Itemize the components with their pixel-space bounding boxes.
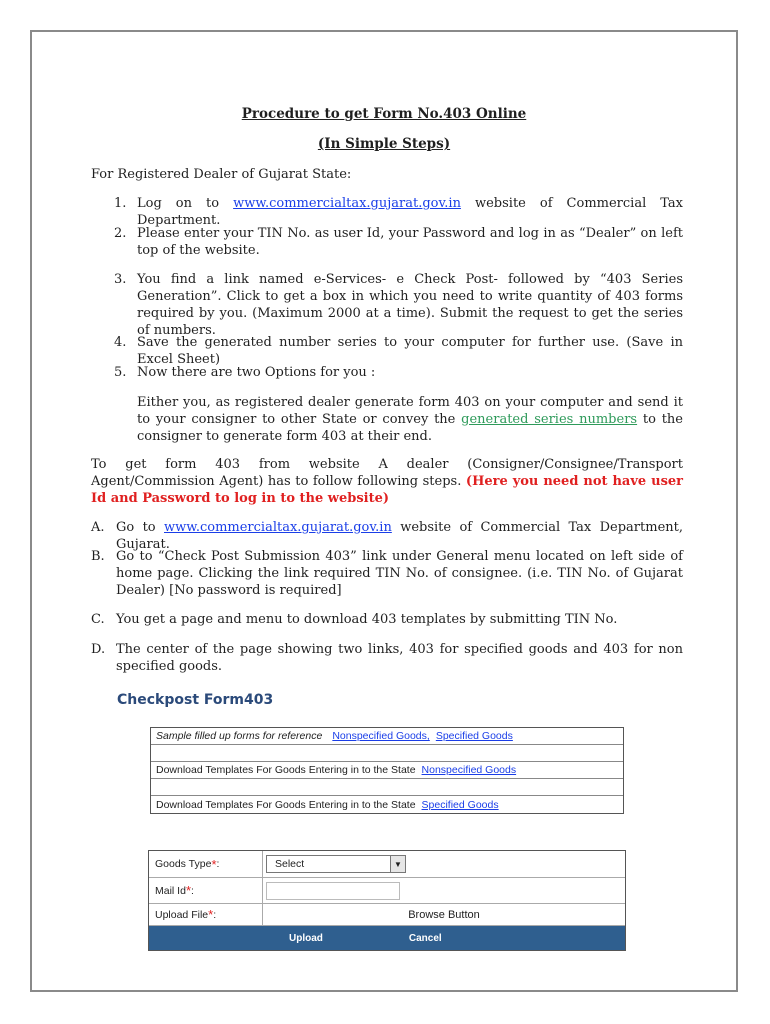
goods-type-label: Goods Type * : bbox=[149, 851, 263, 877]
upload-label: Upload File * : bbox=[149, 904, 263, 925]
website-para-note: (Here you need not have user Id and Password to log in to the website) bbox=[91, 474, 684, 506]
document-subtitle: (In Simple Steps) bbox=[317, 136, 451, 152]
sample-forms-row bbox=[151, 728, 623, 745]
step-2: Please enter your TIN No. as user Id, your Password and log in as “Dealer” on left top of the website. bbox=[137, 226, 683, 258]
step-3: You find a link named e-Services- e Check Post- followed by “403 Series Generation”. Click to get a box in which you need to write quantity of 403 forms required by you. (Maximum 2000 at a time). Submit the request to get the series of numbers. bbox=[137, 272, 683, 338]
browse-button[interactable]: Browse Button bbox=[408, 908, 480, 921]
document-page bbox=[30, 30, 738, 992]
step-1 bbox=[137, 195, 683, 229]
chevron-down-icon[interactable]: ▼ bbox=[390, 856, 405, 872]
sample-forms-label: Sample filled up forms for reference bbox=[156, 730, 323, 742]
mail-label: Mail Id * : bbox=[149, 878, 263, 903]
upload-button[interactable]: Upload bbox=[289, 932, 323, 944]
upload-row bbox=[149, 904, 625, 926]
goods-type-select[interactable] bbox=[266, 855, 406, 873]
colon: : bbox=[191, 884, 194, 897]
checkpost-heading: Checkpost Form403 bbox=[117, 692, 274, 708]
checkpost-links-table bbox=[150, 727, 624, 814]
item-c-letter: C. bbox=[91, 612, 105, 627]
item-b: Go to “Check Post Submission 403” link under General menu located on left side of home page. Clicking the link required TIN No. of consignee. (i.e. TIN No. of Gujarat Dealer) [No password is required] bbox=[116, 549, 683, 598]
download-label: Download Templates For Goods Entering in to the State bbox=[156, 764, 416, 776]
step-5-number: 5. bbox=[114, 365, 127, 380]
step-1-number: 1. bbox=[114, 196, 127, 211]
website-para-text: To get form 403 from website A dealer (Consigner/Consignee/Transport Agent/Commission Agent) has to follow following steps. bbox=[91, 457, 683, 489]
option-paragraph bbox=[137, 394, 683, 445]
item-a-website-link[interactable]: www.commercialtax.gujarat.gov.in bbox=[164, 520, 392, 535]
step-2-number: 2. bbox=[114, 226, 127, 241]
upload-form bbox=[148, 850, 626, 951]
item-a-letter: A. bbox=[91, 520, 105, 535]
spacer-row bbox=[151, 745, 623, 762]
item-d: The center of the page showing two links, 403 for specified goods and 403 for non specified goods. bbox=[116, 642, 683, 674]
download-specified-link[interactable]: Specified Goods bbox=[421, 798, 499, 811]
cancel-button[interactable]: Cancel bbox=[408, 932, 442, 944]
goods-type-row bbox=[149, 851, 625, 878]
form-button-bar bbox=[149, 926, 625, 950]
download-specified-row bbox=[151, 796, 623, 813]
download-nonspecified-row bbox=[151, 762, 623, 779]
item-a-post: website of Commercial Tax Department, Gujarat. bbox=[116, 520, 683, 552]
download-nonspecified-link[interactable]: Nonspecified Goods bbox=[421, 764, 517, 776]
generated-series-link[interactable]: generated series numbers bbox=[461, 412, 638, 427]
required-mark: * bbox=[211, 856, 217, 872]
item-b-letter: B. bbox=[91, 549, 105, 564]
website-paragraph bbox=[91, 456, 683, 507]
step-1-post: website of Commercial Tax Department. bbox=[137, 196, 683, 228]
required-mark: * bbox=[208, 907, 214, 922]
colon: : bbox=[213, 908, 217, 921]
item-d-letter: D. bbox=[91, 642, 106, 657]
mail-row bbox=[149, 878, 625, 904]
intro-text: For Registered Dealer of Gujarat State: bbox=[91, 167, 352, 182]
step-1-website-link[interactable]: www.commercialtax.gujarat.gov.in bbox=[233, 196, 461, 211]
step-1-pre: Log on to bbox=[137, 196, 234, 211]
sample-nonspecified-link[interactable]: Nonspecified Goods, bbox=[332, 730, 430, 742]
item-a-pre: Go to bbox=[116, 520, 164, 535]
item-c: You get a page and menu to download 403 templates by submitting TIN No. bbox=[116, 612, 618, 627]
sample-specified-link[interactable]: Specified Goods bbox=[435, 730, 513, 742]
mail-input[interactable] bbox=[266, 882, 400, 900]
step-3-number: 3. bbox=[114, 272, 127, 287]
colon: : bbox=[216, 858, 220, 870]
step-5: Now there are two Options for you : bbox=[137, 365, 376, 380]
spacer-row bbox=[151, 779, 623, 796]
option-post: to the consigner to generate form 403 at their end. bbox=[137, 412, 684, 444]
step-4-number: 4. bbox=[114, 335, 127, 350]
goods-type-selected: Select bbox=[275, 858, 305, 870]
option-pre: Either you, as registered dealer generate form 403 on your computer and send it to your consigner to other State or convey the bbox=[137, 395, 683, 427]
document-title: Procedure to get Form No.403 Online bbox=[241, 106, 527, 122]
download-label: Download Templates For Goods Entering in to the State bbox=[156, 798, 416, 811]
required-mark: * bbox=[185, 883, 191, 898]
step-4: Save the generated number series to your computer for further use. (Save in Excel Sheet) bbox=[137, 335, 683, 367]
